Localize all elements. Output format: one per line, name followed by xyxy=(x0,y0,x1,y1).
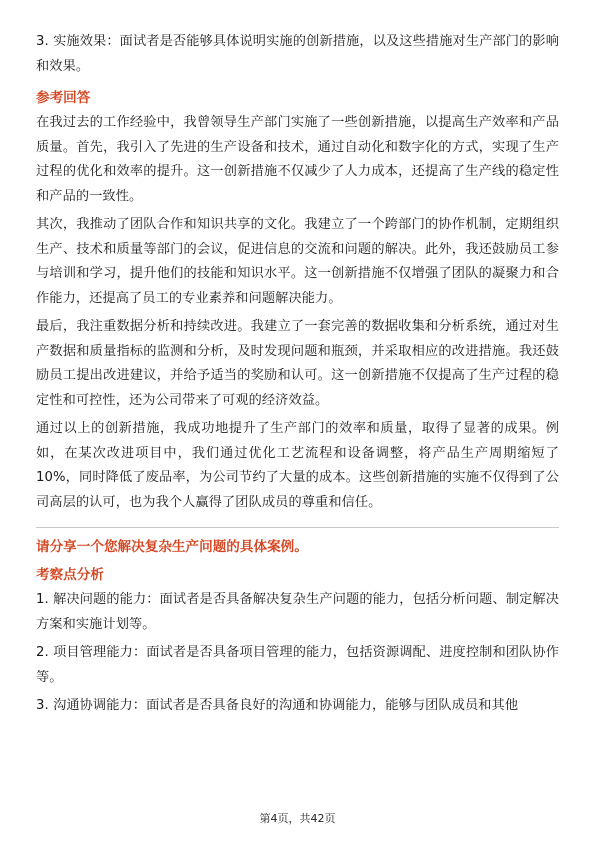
reference-paragraph-4: 通过以上的创新措施，我成功地提升了生产部门的效率和质量，取得了显著的成果。例如，在某次改进项目中，我们通过优化工艺流程和设备调整，将产品生产周期缩短了10%，同时降低了废品率，为公司节约了大量的成本。这些创新措施的实施不仅得到了公司高层的认可，也为我个人赢得了团队成员的尊重和信任。 xyxy=(36,421,559,510)
analysis-point-3: 3. 沟通协调能力：面试者是否具备良好的沟通和协调能力，能够与团队成员和其他 xyxy=(36,698,519,713)
analysis-point-1: 1. 解决问题的能力：面试者是否具备解决复杂生产问题的能力，包括分析问题、制定解决方案和实施计划等。 xyxy=(36,592,559,632)
reference-paragraph-2: 其次，我推动了团队合作和知识共享的文化。我建立了一个跨部门的协作机制，定期组织生产、技术和质量等部门的会议，促进信息的交流和问题的解决。此外，我还鼓励员工参与培训和学习，提升他们的技能和知识水平。这一创新措施不仅增强了团队的凝聚力和合作能力，还提高了员工的专业素养和问题解决能力。 xyxy=(36,217,559,306)
reference-answer-heading: 参考回答 xyxy=(36,90,91,106)
analysis-heading: 考察点分析 xyxy=(36,567,104,583)
reference-paragraph-3: 最后，我注重数据分析和持续改进。我建立了一套完善的数据收集和分析系统，通过对生产数据和质量指标的监测和分析，及时发现问题和瓶颈，并采取相应的改进措施。我还鼓励员工提出改进建议，并给予适当的奖励和认可。这一创新措施不仅提高了生产过程的稳定性和可控性，还为公司带来了可观的经济效益。 xyxy=(36,319,559,408)
analysis-point-2: 2. 项目管理能力：面试者是否具备项目管理的能力，包括资源调配、进度控制和团队协作等。 xyxy=(36,645,559,685)
page-number: 第4页，共42页 xyxy=(259,812,336,825)
reference-paragraph-1: 在我过去的工作经验中，我曾领导生产部门实施了一些创新措施，以提高生产效率和产品质量。首先，我引入了先进的生产设备和技术，通过自动化和数字化的方式，实现了生产过程的优化和效率的提升。这一创新措施不仅减少了人力成本，还提高了生产线的稳定性和产品的一致性。 xyxy=(36,115,559,204)
question-title: 请分享一个您解决复杂生产问题的具体案例。 xyxy=(36,539,308,555)
section-divider xyxy=(36,527,559,528)
evaluation-point-3: 3. 实施效果：面试者是否能够具体说明实施的创新措施，以及这些措施对生产部门的影响和效果。 xyxy=(36,34,559,74)
